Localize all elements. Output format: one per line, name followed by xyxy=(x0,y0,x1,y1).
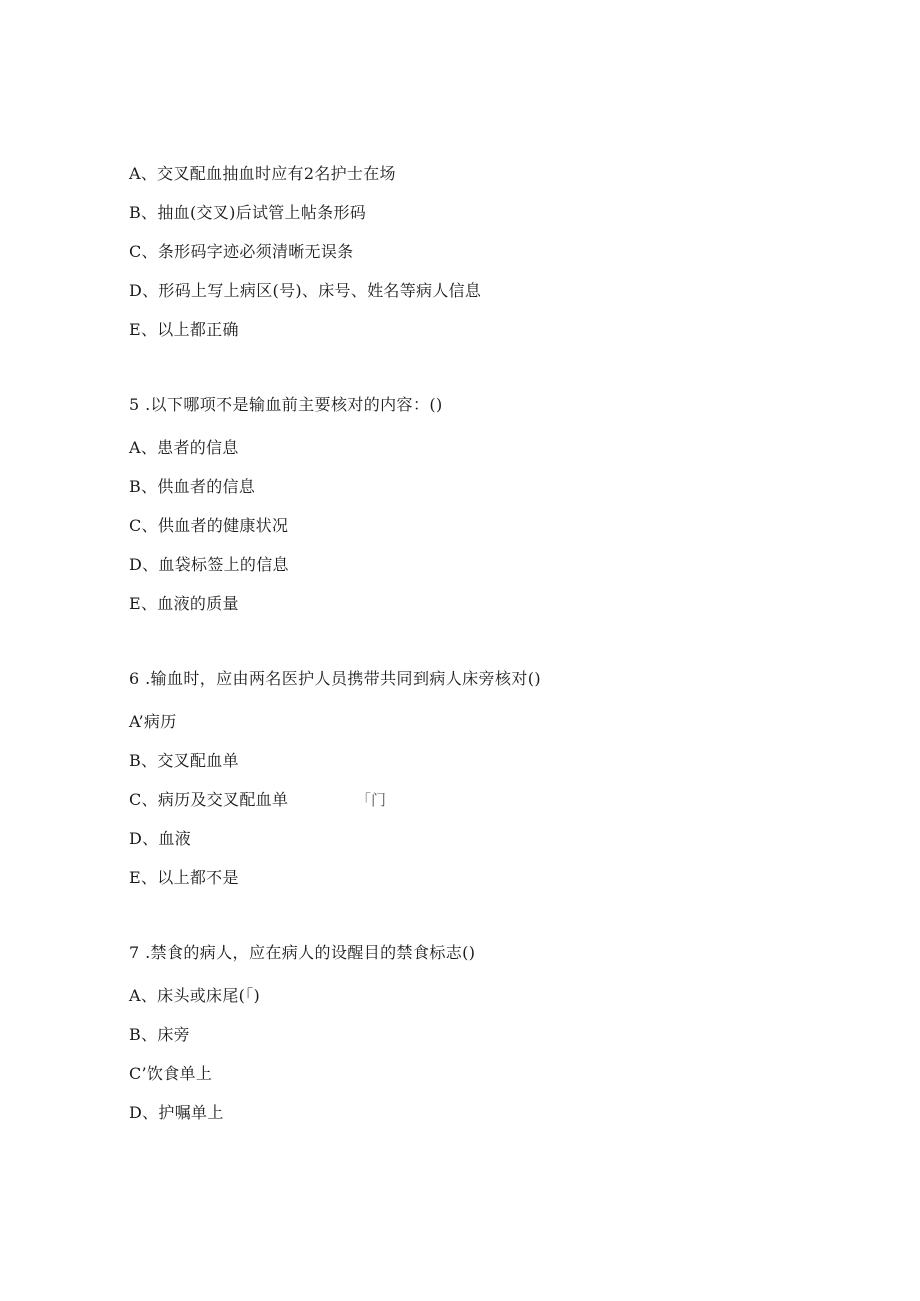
q5-option-b: B、供血者的信息 xyxy=(129,477,256,496)
q5-option-a: A、患者的信息 xyxy=(129,438,239,457)
question-7: 7 .禁食的病人，应在病人的设醒目的禁食标志() xyxy=(129,943,476,962)
option-e: E、以上都正确 xyxy=(129,320,239,339)
option-a: A、交叉配血抽血时应有2名护士在场 xyxy=(129,164,396,183)
q5-option-e: E、血液的质量 xyxy=(129,594,239,613)
q6-option-a: A’病历 xyxy=(129,712,177,731)
q6-option-b: B、交叉配血单 xyxy=(129,751,239,770)
q7-option-d: D、护嘱单上 xyxy=(129,1103,224,1122)
q7-option-b: B、床旁 xyxy=(129,1025,190,1044)
q7-option-a: A、床头或床尾(「) xyxy=(129,986,261,1005)
question-5: 5 .以下哪项不是输血前主要核对的内容：() xyxy=(129,395,443,414)
q6-option-e: E、以上都不是 xyxy=(129,868,239,887)
q5-option-d: D、血袋标签上的信息 xyxy=(129,555,289,574)
question-6: 6 .输血时，应由两名医护人员携带共同到病人床旁核对() xyxy=(129,669,542,688)
option-b: B、抽血(交叉)后试管上帖条形码 xyxy=(129,203,367,222)
q5-option-c: C、供血者的健康状况 xyxy=(129,516,289,535)
q6-option-c: C、病历及交叉配血单 xyxy=(129,790,289,809)
q7-option-c: C’饮食单上 xyxy=(129,1064,213,1083)
q6-option-d: D、血液 xyxy=(129,829,192,848)
option-c: C、条形码字迹必须清晰无误条 xyxy=(129,242,354,261)
option-d: D、形码上写上病区(号)、床号、姓名等病人信息 xyxy=(129,281,482,300)
answer-mark: 「门 xyxy=(356,791,387,809)
